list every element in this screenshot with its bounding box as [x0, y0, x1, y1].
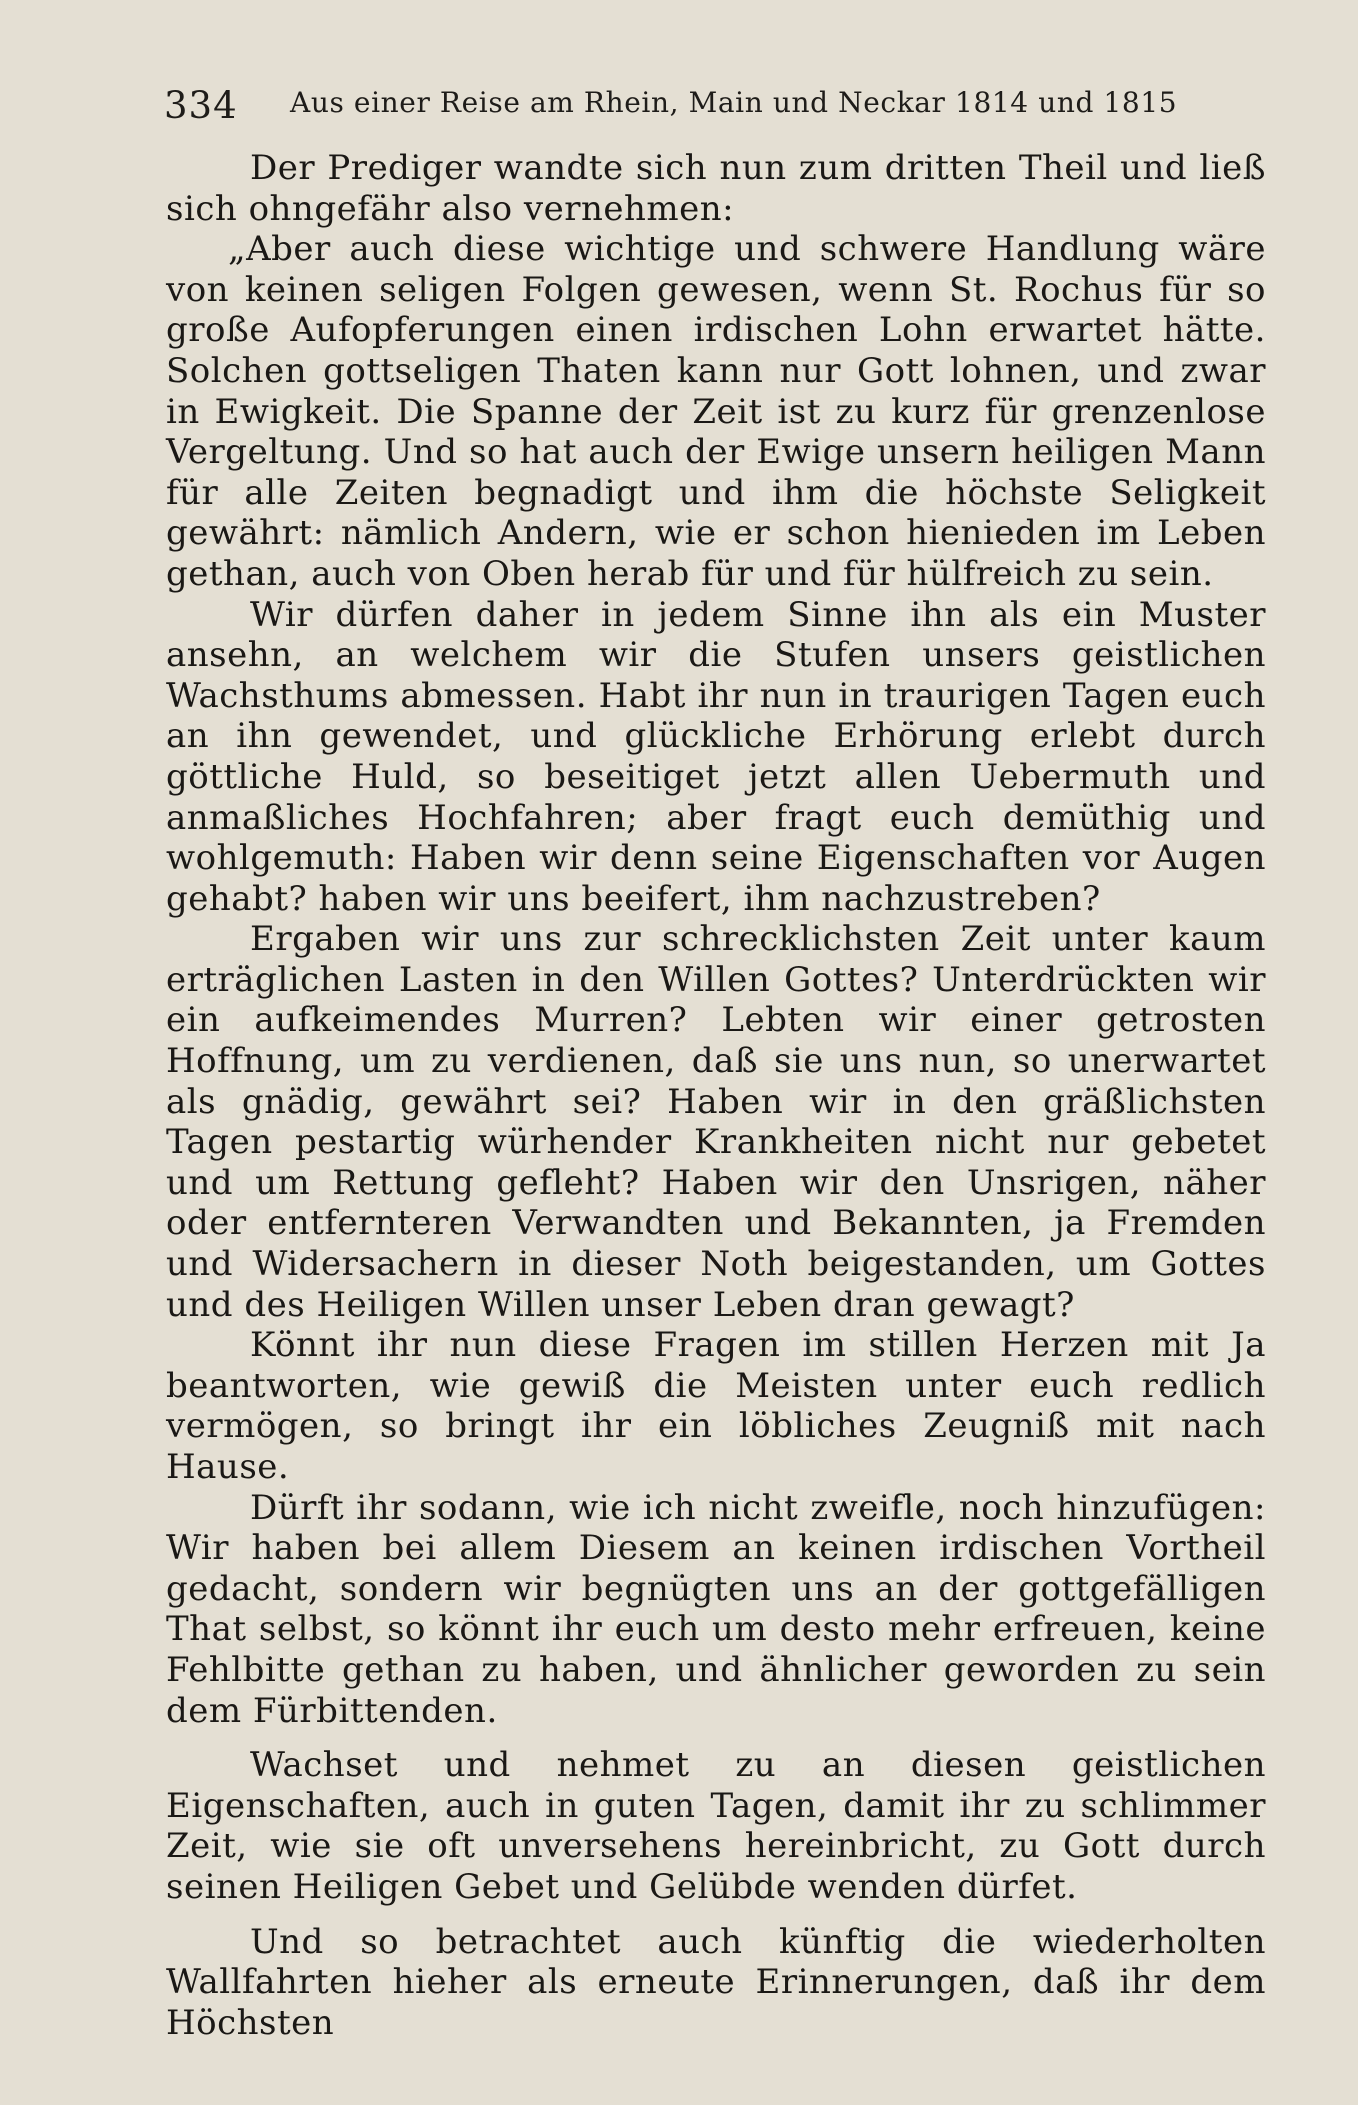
page-header [164, 78, 1178, 128]
paragraph: Wachset und nehmet zu an diesen geistlichen Eigenschaften, auch in guten Tagen, damit ihr zu schlimmer Zeit, wie sie oft unversehens hereinbricht, zu Gott durch seinen Heiligen Gebet und Gelübde wenden dürfet. [166, 1745, 1266, 1907]
paragraph: Dürft ihr sodann, wie ich nicht zweifle, noch hinzufügen: Wir haben bei allem Diesem an keinen irdischen Vortheil gedacht, sondern wir begnügten uns an der gottgefälligen That selbst, so könnt ihr euch um desto mehr erfreuen, keine Fehlbitte gethan zu haben, und ähnlicher geworden zu sein dem Fürbittenden. [166, 1487, 1266, 1731]
running-title: Aus einer Reise am Rhein, Main und Neckar 1814 und 1815 [290, 86, 1178, 119]
page-number: 334 [164, 84, 238, 127]
paragraph: Der Prediger wandte sich nun zum dritten Theil und ließ sich ohngefähr also vernehmen: [166, 148, 1266, 229]
page-body [166, 148, 1266, 2043]
paragraph: Wir dürfen daher in jedem Sinne ihn als ein Muster ansehn, an welchem wir die Stufen unsers geistlichen Wachsthums abmessen. Habt ihr nun in traurigen Tagen euch an ihn gewendet, und glückliche Erhörung erlebt durch göttliche Huld, so beseitiget jetzt allen Uebermuth und anmaßliches Hochfahren; aber fragt euch demüthig und wohlgemuth: Haben wir denn seine Eigenschaften vor Augen gehabt? haben wir uns beeifert, ihm nachzustreben? [166, 594, 1266, 919]
paragraph: Könnt ihr nun diese Fragen im stillen Herzen mit Ja beantworten, wie gewiß die Meisten unter euch redlich vermögen, so bringt ihr ein löbliches Zeugniß mit nach Hause. [166, 1325, 1266, 1487]
paragraph: Und so betrachtet auch künftig die wiederholten Wallfahrten hieher als erneute Erinnerungen, daß ihr dem Höchsten [166, 1921, 1266, 2043]
paragraph: „Aber auch diese wichtige und schwere Handlung wäre von keinen seligen Folgen gewesen, wenn St. Rochus für so große Aufopferungen einen irdischen Lohn erwartet hätte. Solchen gottseligen Thaten kann nur Gott lohnen, und zwar in Ewigkeit. Die Spanne der Zeit ist zu kurz für grenzenlose Vergeltung. Und so hat auch der Ewige unsern heiligen Mann für alle Zeiten begnadigt und ihm die höchste Seligkeit gewährt: nämlich Andern, wie er schon hienieden im Leben gethan, auch von Oben herab für und für hülfreich zu sein. [166, 229, 1266, 594]
paragraph: Ergaben wir uns zur schrecklichsten Zeit unter kaum erträglichen Lasten in den Willen Gottes? Unterdrückten wir ein aufkeimendes Murren? Lebten wir einer getrosten Hoffnung, um zu verdienen, daß sie uns nun, so unerwartet als gnädig, gewährt sei? Haben wir in den gräßlichsten Tagen pestartig würhender Krankheiten nicht nur gebetet und um Rettung gefleht? Haben wir den Unsrigen, näher oder entfernteren Verwandten und Bekannten, ja Fremden und Widersachern in dieser Noth beigestanden, um Gottes und des Heiligen Willen unser Leben dran gewagt? [166, 919, 1266, 1325]
